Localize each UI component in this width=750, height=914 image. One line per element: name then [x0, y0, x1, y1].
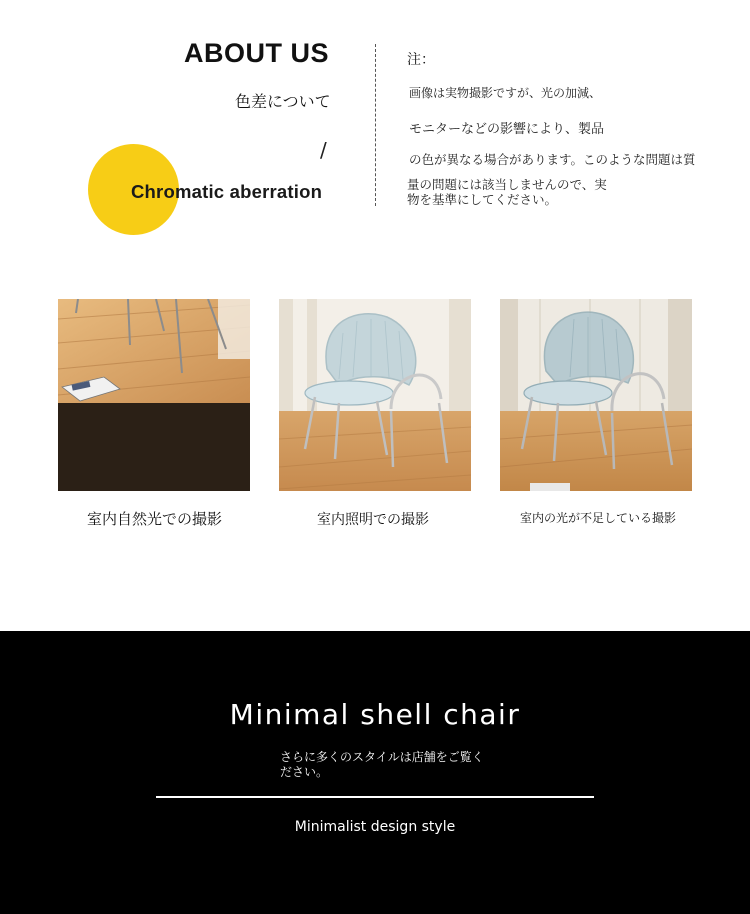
about-title: ABOUT US — [184, 38, 329, 68]
note-line-3: の色が異なる場合があります。このような問題は質 — [409, 152, 696, 167]
natural-light-photo — [58, 299, 250, 491]
footer-title: Minimal shell chair — [229, 698, 521, 731]
note-line-4a: 量の問題には該当しませんので、実 — [407, 177, 607, 192]
low-light-photo — [500, 299, 692, 491]
divider-slash: / — [320, 138, 327, 162]
note-line-2: モニターなどの影響により、製品 — [409, 122, 605, 137]
footer-divider — [156, 796, 594, 798]
caption-low-light: 室内の光が不足している撮影 — [520, 511, 677, 525]
caption-indoor-lighting: 室内照明での撮影 — [317, 512, 429, 528]
vertical-dashed-divider — [375, 44, 376, 206]
note-line-4b: 物を基準にしてください。 — [407, 192, 558, 207]
note-label: 注： — [407, 52, 435, 68]
note-line-4 — [407, 177, 607, 207]
chromatic-aberration-heading: Chromatic aberration — [131, 181, 323, 202]
indoor-lighting-photo — [279, 299, 471, 491]
about-subtitle: 色差について — [235, 92, 331, 111]
footer-style-text: Minimalist design style — [294, 819, 456, 835]
caption-natural-light: 室内自然光での撮影 — [87, 510, 223, 528]
footer-subtitle: さらに多くのスタイルは店舗をご覧ください。 — [280, 750, 484, 779]
note-line-1: 画像は実物撮影ですが、光の加減、 — [409, 86, 602, 100]
